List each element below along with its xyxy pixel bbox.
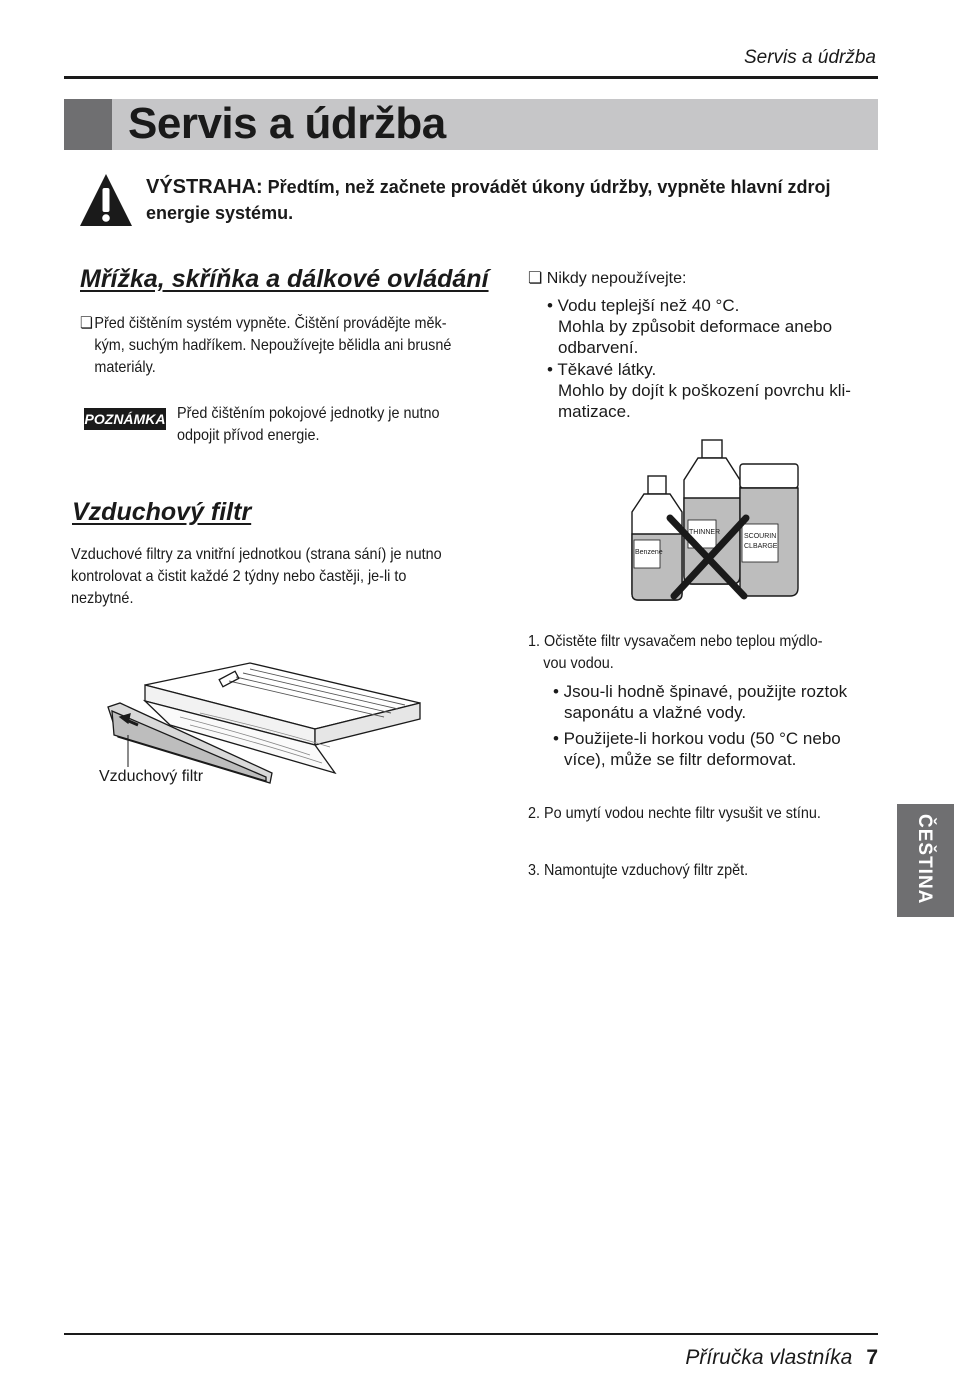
step-line: vou vodou. — [543, 655, 614, 672]
figure-label-air-filter: Vzduchový filtr — [99, 768, 204, 785]
sub-line: • Použijete-li horkou vodu (50 °C nebo — [553, 729, 841, 748]
item-line: odbarvení. — [558, 338, 639, 357]
bottle-label-thinner: THINNER — [689, 529, 721, 536]
bottle-label-clbarge: CLBARGE — [744, 543, 778, 550]
warning-label: VÝSTRAHA: — [146, 176, 263, 198]
paragraph-line: materiály. — [94, 359, 156, 376]
item-line: • Těkavé látky. — [547, 360, 657, 379]
paragraph-line: kým, suchým hadříkem. Nepoužívejte bělidla ani brusné — [94, 337, 452, 354]
never-use-item-volatile — [547, 359, 851, 422]
air-filter-paragraph — [71, 544, 494, 610]
grille-cleaning-paragraph — [80, 313, 494, 379]
note-text — [177, 403, 474, 447]
page-number: 7 — [866, 1346, 878, 1369]
item-line: • Vodu teplejší než 40 °C. — [547, 296, 740, 315]
step-3: 3. Namontujte vzduchový filtr zpět. — [528, 862, 749, 879]
footer — [685, 1346, 878, 1370]
chemical-bottles-illustration — [622, 436, 804, 602]
heading-air-filter: Vzduchový filtr — [72, 498, 252, 526]
footer-label: Příručka vlastníka — [685, 1346, 853, 1369]
note-badge: POZNÁMKA — [84, 408, 166, 430]
never-use-heading: ❏ Nikdy nepoužívejte: — [528, 270, 687, 287]
warning-message: Předtím, než začnete provádět úkony údržby, vypněte hlavní zdroj energie systému. — [146, 177, 831, 223]
item-line: Mohlo by dojít k poškození povrchu kli- — [558, 381, 851, 400]
step-1-sub-hot-water — [553, 728, 841, 770]
paragraph-line: kontrolovat a čistit každé 2 týdny nebo častěji, je-li to — [71, 568, 407, 585]
paragraph-line: Před čištěním systém vypněte. Čištění provádějte měk- — [94, 315, 447, 332]
item-line: matizace. — [558, 402, 631, 421]
page-title: Servis a údržba — [128, 99, 446, 148]
sub-line: • Jsou-li hodně špinavé, použijte roztok — [553, 682, 848, 701]
bottle-label-benzene: Benzene — [635, 549, 663, 556]
header-rule — [64, 76, 878, 79]
note-line: odpojit přívod energie. — [177, 427, 320, 444]
bottle-label-scourin: SCOURIN — [744, 533, 777, 540]
warning-text — [146, 174, 876, 226]
sub-line: více), může se filtr deformovat. — [564, 750, 797, 769]
step-1-sub-dirty — [553, 681, 847, 723]
step-line: 1. Očistěte filtr vysavačem nebo teplou mýdlo- — [528, 633, 823, 650]
step-2: 2. Po umytí vodou nechte filtr vysušit ve stínu. — [528, 805, 821, 822]
paragraph-line: Vzduchové filtry za vnitřní jednotkou (strana sání) je nutno — [71, 546, 442, 563]
warning-icon — [78, 172, 134, 228]
indoor-unit-filter-illustration — [100, 655, 430, 785]
step-1 — [528, 631, 875, 675]
language-tab — [897, 804, 954, 917]
running-header: Servis a údržba — [743, 47, 876, 68]
item-line: Mohla by způsobit deformace anebo — [558, 317, 833, 336]
note-line: Před čištěním pokojové jednotky je nutno — [177, 405, 440, 422]
checkbox-bullet: ❏ — [80, 315, 93, 332]
title-bar-accent — [64, 99, 112, 150]
footer-rule — [64, 1333, 878, 1335]
heading-grille-cabinet-remote: Mřížka, skříňka a dálkové ovládání — [80, 265, 489, 293]
never-use-item-warm-water — [547, 295, 832, 358]
language-tab-label: ČEŠTINA — [914, 814, 935, 905]
sub-line: saponátu a vlažné vody. — [564, 703, 747, 722]
paragraph-line: nezbytné. — [71, 590, 134, 607]
